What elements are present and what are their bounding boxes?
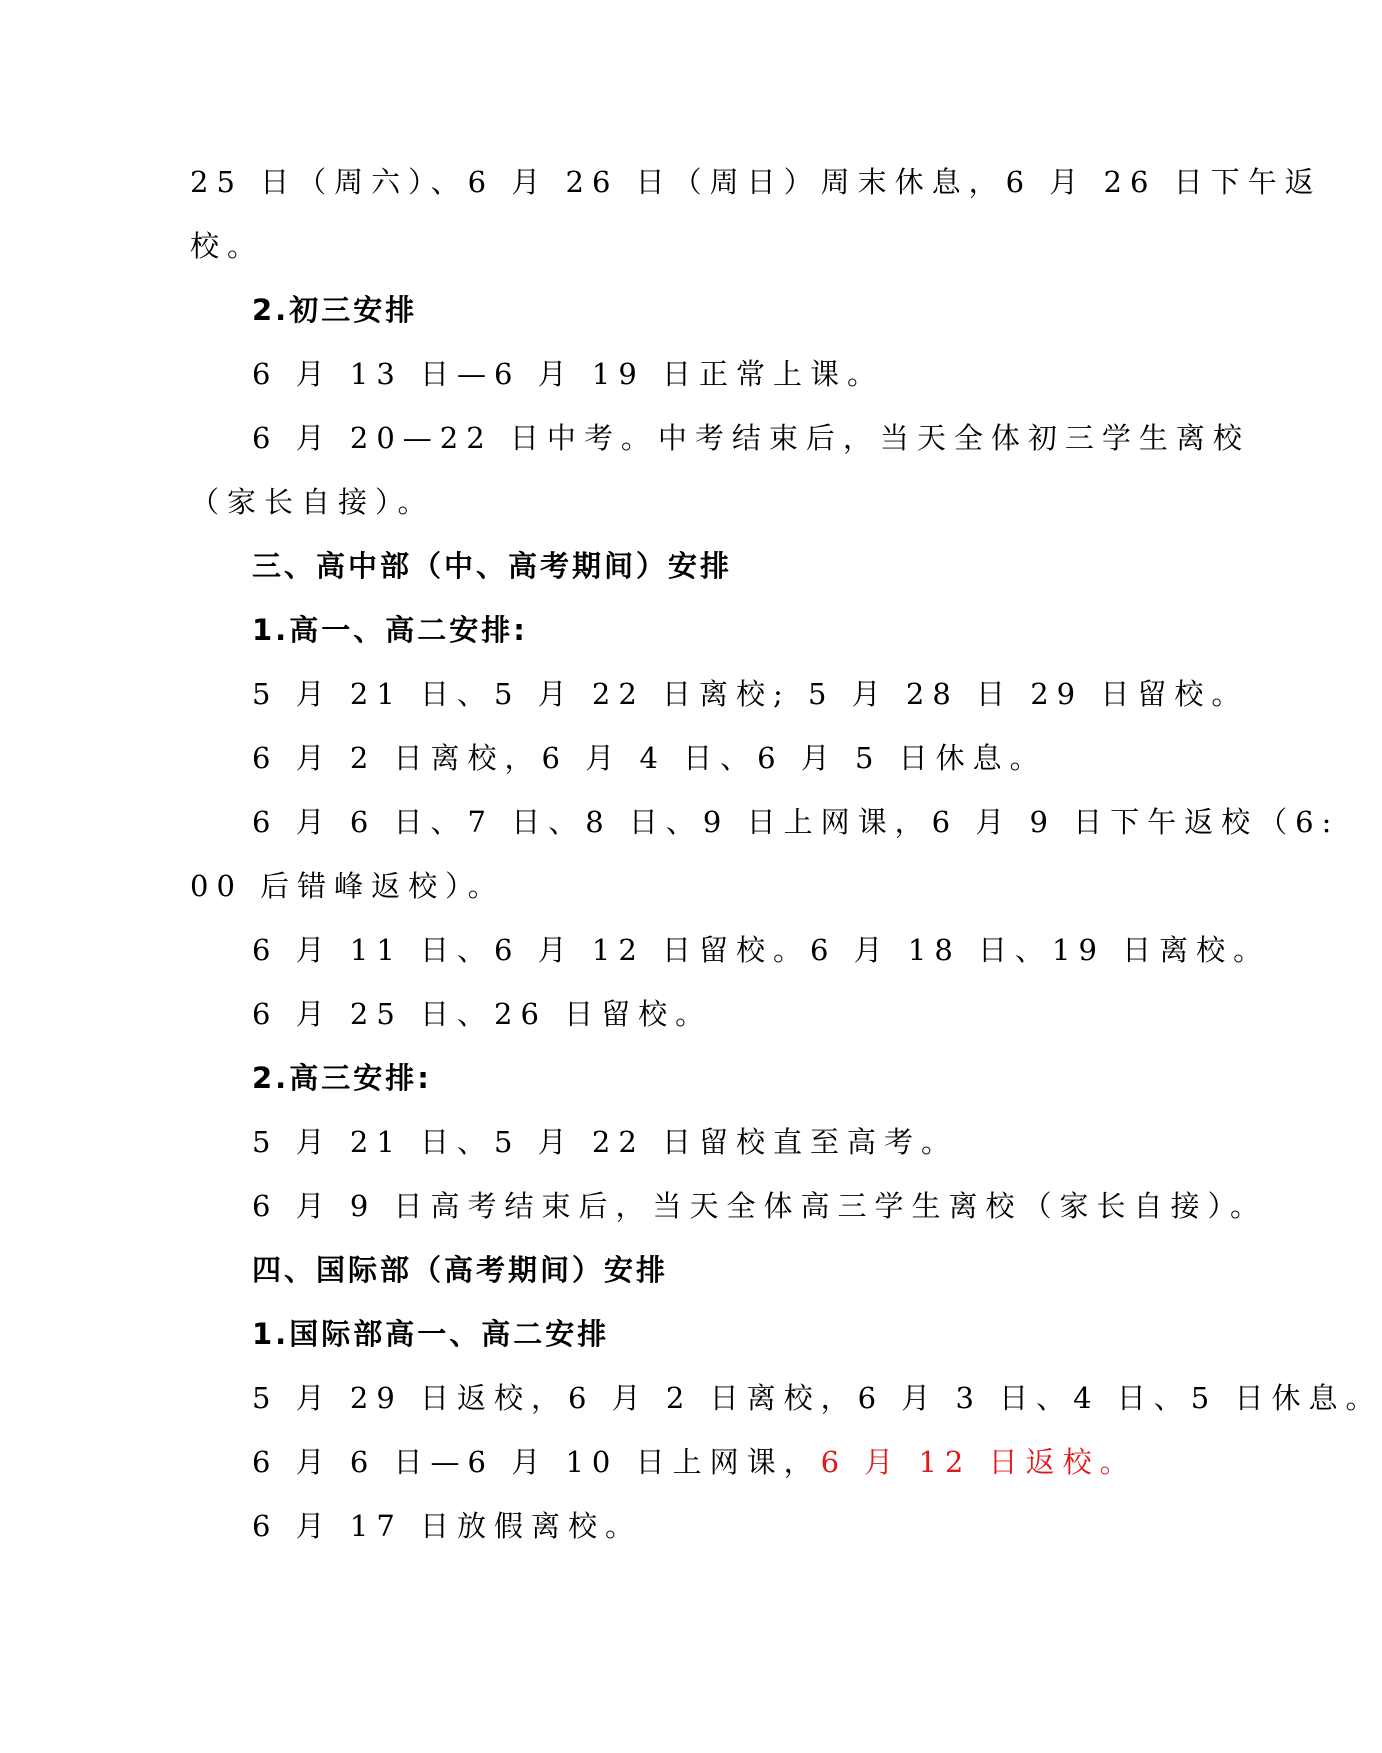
paragraph-stay-until-gaokao: 5 月 21 日、5 月 22 日留校直至高考。 xyxy=(252,1125,959,1159)
paragraph-june-25-26: 6 月 25 日、26 日留校。 xyxy=(252,997,713,1031)
paragraph-intl-may-june: 5 月 29 日返校，6 月 2 日离校，6 月 3 日、4 日、5 日休息。 xyxy=(252,1381,1382,1415)
paragraph-normal-classes: 6 月 13 日—6 月 19 日正常上课。 xyxy=(252,357,885,391)
paragraph-june-stay: 6 月 11 日、6 月 12 日留校。6 月 18 日、19 日离校。 xyxy=(252,933,1271,967)
paragraph-weekend-rest-cont: 校。 xyxy=(190,229,265,263)
paragraph-zhongkao: 6 月 20—22 日中考。中考结束后，当天全体初三学生离校 xyxy=(252,421,1250,455)
highlight-return-date: 6 月 12 日返校。 xyxy=(820,1445,1137,1479)
paragraph-intl-online-text: 6 月 6 日—6 月 10 日上网课， xyxy=(252,1445,821,1479)
heading-section-international: 四、国际部（高考期间）安排 xyxy=(252,1253,669,1287)
heading-grade10-11-arrangement: 1.高一、高二安排: xyxy=(252,613,528,647)
paragraph-online-classes: 6 月 6 日、7 日、8 日、9 日上网课，6 月 9 日下午返校（6: xyxy=(252,805,1340,839)
paragraph-june-leave: 6 月 2 日离校，6 月 4 日、6 月 5 日休息。 xyxy=(252,741,1047,775)
document-page xyxy=(190,150,1382,1558)
paragraph-online-classes-cont: 00 后错峰返校）。 xyxy=(190,869,505,903)
heading-section-highschool: 三、高中部（中、高考期间）安排 xyxy=(252,549,733,583)
paragraph-zhongkao-cont: （家长自接）。 xyxy=(190,485,435,519)
heading-intl-grade10-11: 1.国际部高一、高二安排 xyxy=(252,1317,610,1351)
paragraph-intl-online xyxy=(190,1430,1137,1494)
heading-grade12-arrangement: 2.高三安排: xyxy=(252,1061,432,1095)
paragraph-gaokao-end: 6 月 9 日高考结束后，当天全体高三学生离校（家长自接）。 xyxy=(252,1189,1268,1223)
paragraph-may-schedule: 5 月 21 日、5 月 22 日离校; 5 月 28 日 29 日留校。 xyxy=(252,677,1249,711)
paragraph-intl-vacation: 6 月 17 日放假离校。 xyxy=(252,1509,643,1543)
paragraph-weekend-rest: 25 日（周六）、6 月 26 日（周日）周末休息，6 月 26 日下午返 xyxy=(190,165,1322,199)
heading-junior3-arrangement: 2.初三安排 xyxy=(252,293,418,327)
